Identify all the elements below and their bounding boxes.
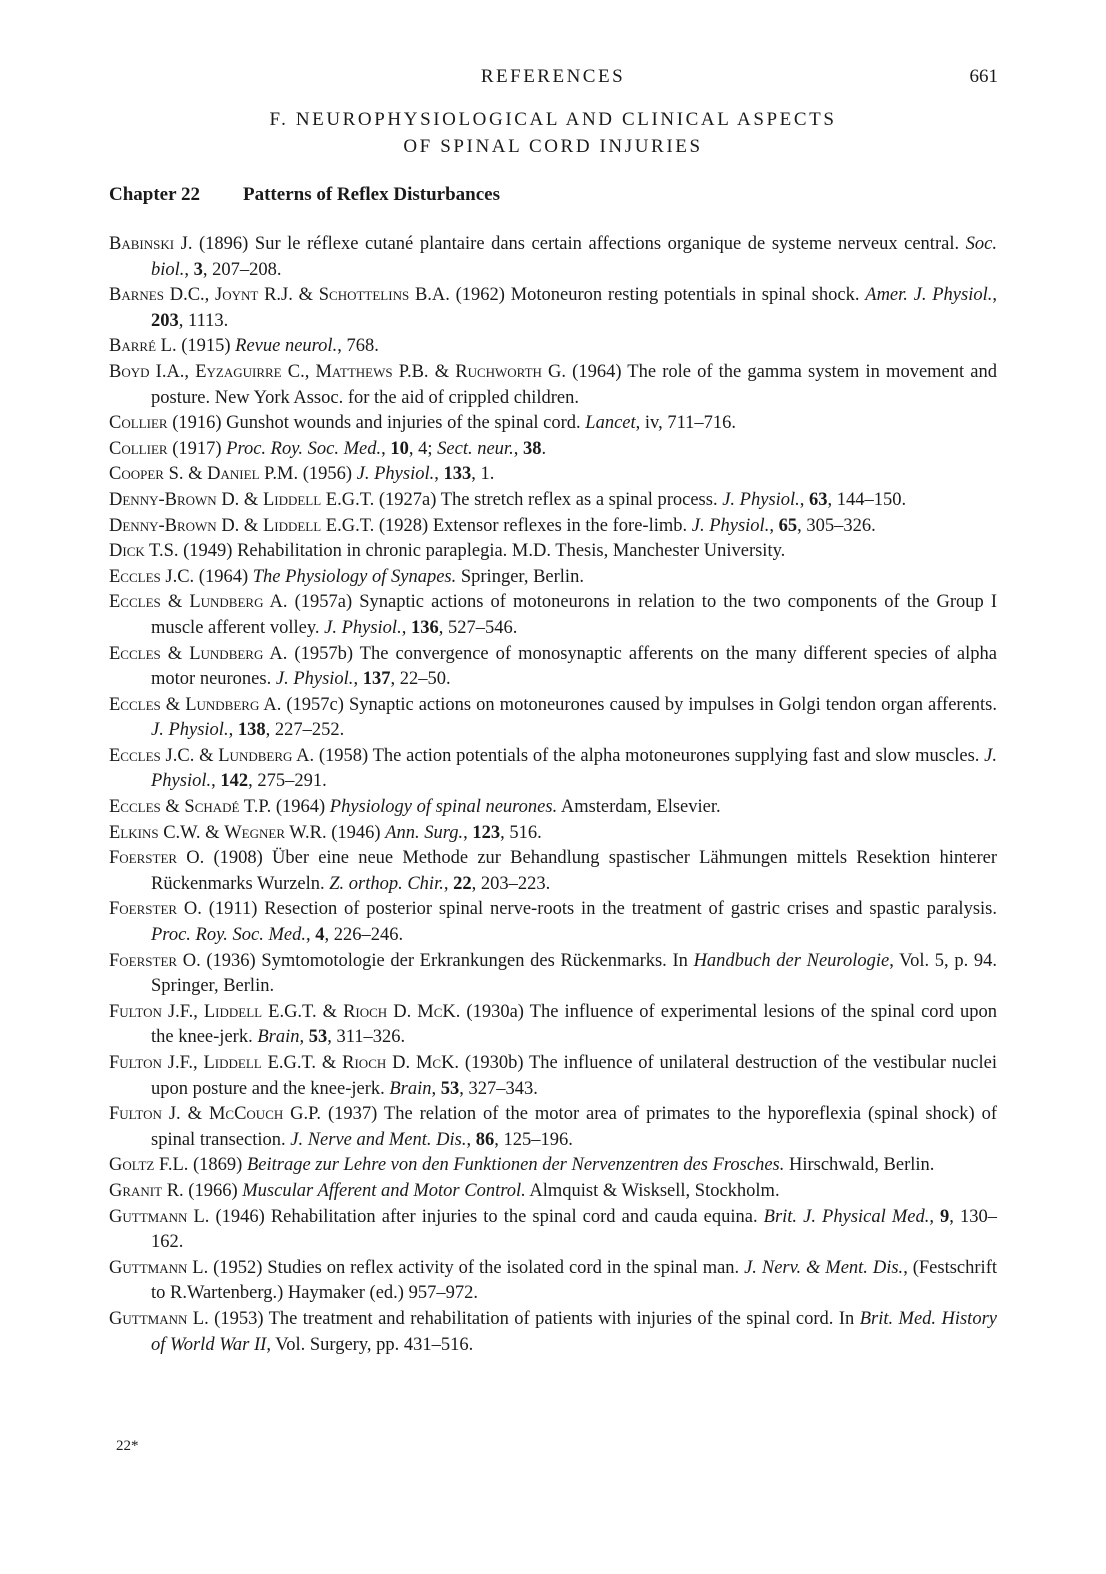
author-name: Rioch	[343, 1001, 388, 1022]
reference-entry	[109, 1000, 997, 1051]
author-name: Eccles	[109, 592, 161, 613]
page-number: 661	[969, 66, 998, 87]
reference-text: D. &	[216, 515, 263, 536]
reference-text: P.B. &	[392, 361, 456, 382]
italic-text: J. Physiol.	[722, 489, 800, 510]
reference-text: ,	[381, 438, 391, 459]
volume-number: 22	[453, 873, 472, 894]
reference-text: J. (1896) Sur le réflexe cutané plantaire dans certain affections organique de systeme nerveux central.	[174, 234, 966, 254]
reference-text: , 1113.	[178, 310, 229, 331]
italic-text: Soc. biol.	[151, 234, 997, 280]
volume-number: 38	[522, 438, 542, 459]
reference-entry	[109, 1307, 997, 1358]
chapter-heading	[109, 184, 500, 206]
reference-text: (1916) Gunshot wounds and injuries of the spinal cord.	[167, 413, 586, 434]
author-name: Granit	[109, 1180, 163, 1201]
author-name: Liddell	[262, 515, 322, 536]
reference-text: E.G.T. (1928) Extensor reflexes in the fore-limb.	[321, 515, 692, 536]
running-title: REFERENCES	[480, 66, 626, 87]
author-name: Goltz	[109, 1155, 155, 1176]
author-name: Barré	[109, 336, 157, 357]
author-name: McK.	[415, 1053, 460, 1073]
volume-number: 65	[778, 515, 798, 536]
italic-text: J. Physiol.	[691, 515, 770, 536]
reference-text: , 275–291.	[248, 771, 327, 792]
reference-text: Amsterdam, Elsevier.	[557, 797, 721, 818]
reference-entry	[109, 437, 997, 463]
reference-text: T.S. (1949) Rehabilitation in chronic paraplegia. M.D. Thesis, Manchester University.	[144, 541, 786, 562]
volume-number: 123	[472, 822, 501, 843]
reference-text: W.R. (1946)	[285, 822, 386, 843]
reference-entry	[109, 565, 997, 591]
reference-entry	[109, 360, 997, 411]
reference-text: G. (1964) The role of the gamma system in movement and posture. New York Assoc. for the aid of crippled children.	[151, 361, 997, 408]
reference-text: O. (1936) Symtomotologie der Erkrankungen des Rückenmarks. In	[177, 950, 694, 971]
italic-text: Brain	[389, 1078, 432, 1099]
italic-text: J. Nerve and Ment. Dis.	[290, 1129, 467, 1150]
italic-text: Beitrage zur Lehre von den Funktionen der Nervenzentren des Frosches.	[246, 1155, 785, 1176]
reference-entry	[109, 1256, 997, 1307]
reference-text: , 1.	[471, 464, 495, 485]
author-name: Daniel	[207, 464, 260, 485]
volume-number: 133	[443, 464, 472, 485]
reference-text: L. (1953) The treatment and rehabilitation of patients with injuries of the spinal cord. In	[187, 1308, 860, 1329]
reference-text: , 4;	[408, 438, 438, 459]
reference-text: &	[160, 643, 190, 664]
reference-entry	[109, 283, 997, 334]
italic-text: Brit. J. Physical Med.	[763, 1206, 930, 1227]
reference-text: E.G.T. &	[262, 1001, 344, 1022]
reference-text: (1917)	[167, 438, 227, 459]
reference-text: R.J. &	[258, 285, 319, 306]
italic-text: Proc. Roy. Soc. Med.	[151, 925, 306, 946]
reference-text: C.,	[281, 361, 316, 382]
reference-text: J.C. &	[160, 745, 219, 766]
reference-entry	[109, 1051, 997, 1102]
reference-text: C.W. &	[158, 822, 225, 843]
reference-entry	[109, 1153, 997, 1179]
chapter-number: Chapter 22	[109, 184, 200, 205]
reference-text: J. &	[161, 1104, 209, 1125]
author-name: Collier	[109, 438, 168, 459]
reference-text: , iv, 711–716.	[635, 413, 737, 434]
author-name: Lundberg	[189, 592, 264, 613]
author-name: Eyzaguirre	[195, 361, 282, 382]
part-title-line-2: OF SPINAL CORD INJURIES	[403, 136, 703, 157]
italic-text: The Physiology of Synapes.	[252, 566, 457, 587]
reference-text: ,	[443, 873, 454, 894]
reference-text: , 305–326.	[797, 515, 876, 536]
reference-text: J.C. (1964)	[160, 566, 253, 587]
volume-number: 63	[809, 489, 828, 510]
reference-text: E.G.T. &	[261, 1053, 343, 1073]
reference-text: &	[160, 592, 190, 613]
italic-text: J. Nerv. & Ment. Dis.	[744, 1257, 904, 1278]
reference-text: E.G.T. (1927a) The stretch reflex as a spinal process.	[321, 489, 723, 510]
author-name: Collier	[109, 413, 168, 434]
reference-entry	[109, 411, 997, 437]
italic-text: Revue neurol.	[235, 336, 338, 357]
reference-text: Hirschwald, Berlin.	[784, 1155, 935, 1176]
reference-text: , 227–252.	[265, 720, 345, 741]
reference-text: ,	[184, 259, 194, 280]
reference-text: ,	[299, 1027, 309, 1048]
reference-text: , Vol. 5, p. 94. Springer, Berlin.	[151, 950, 998, 997]
reference-text: D.	[387, 1001, 418, 1022]
volume-number: 86	[475, 1129, 495, 1150]
reference-text: , 125–196.	[494, 1129, 573, 1150]
volume-number: 142	[220, 771, 249, 792]
reference-text: , 144–150.	[827, 489, 907, 510]
italic-text: Sect. neur.	[437, 438, 514, 459]
author-name: Elkins	[109, 822, 159, 843]
reference-text: A. (1957a) Synaptic actions of motoneurons in relation to the two components of the Group I muscle afferent volley.	[151, 592, 998, 638]
italic-text: Physiology of spinal neurones.	[329, 797, 558, 818]
italic-text: Muscular Afferent and Motor Control.	[242, 1180, 526, 1201]
author-name: Fulton	[109, 1053, 162, 1073]
volume-number: 53	[308, 1027, 328, 1048]
reference-text: A. (1958) The action potentials of the alpha motoneurones supplying fast and slow muscles.	[292, 745, 985, 766]
author-name: Liddell	[203, 1001, 263, 1022]
reference-text: L. (1915)	[156, 336, 236, 357]
reference-entry	[109, 897, 997, 948]
reference-text: P.M. (1956)	[259, 464, 357, 485]
reference-text: ,	[466, 1129, 476, 1150]
author-name: Lundberg	[185, 694, 260, 715]
reference-text: , 226–246.	[324, 925, 404, 946]
author-name: Rioch	[342, 1053, 387, 1073]
author-name: Foerster	[109, 848, 178, 869]
author-name: Denny-Brown	[109, 515, 217, 536]
reference-text: ,	[305, 925, 316, 946]
reference-text: ,	[513, 438, 523, 459]
reference-text: I.A.,	[149, 361, 196, 382]
reference-text: J.F.,	[161, 1001, 204, 1022]
author-name: Lundberg	[218, 745, 293, 766]
reference-text: (1930a) The influence of experimental lesions of the spinal cord upon the knee-jerk.	[151, 1001, 997, 1048]
author-name: Guttmann	[109, 1257, 188, 1278]
signature-mark: 22*	[116, 1438, 139, 1454]
reference-text: G.P. (1937) The relation of the motor area of primates to the hyporeflexia (spinal shock) of spinal transection.	[151, 1104, 997, 1150]
reference-text: , 207–208.	[202, 259, 282, 280]
volume-number: 3	[193, 259, 203, 280]
volume-number: 137	[362, 669, 391, 690]
reference-text: ,	[799, 489, 810, 510]
reference-text: S. &	[163, 464, 208, 485]
italic-text: J. Physiol.	[151, 745, 998, 792]
volume-number: 9	[940, 1206, 950, 1227]
reference-entry	[109, 821, 997, 847]
reference-text: D. &	[216, 489, 263, 510]
author-name: Eccles	[109, 745, 161, 766]
author-name: Liddell	[262, 489, 322, 510]
author-name: Cooper	[109, 464, 164, 485]
volume-number: 10	[390, 438, 409, 459]
reference-text: , 768.	[337, 336, 379, 357]
italic-text: J. Physiol.	[324, 617, 402, 638]
author-name: Joynt	[215, 285, 259, 306]
reference-text: , Vol. Surgery, pp. 431–516.	[266, 1334, 474, 1355]
author-name: Eccles	[109, 566, 161, 587]
reference-text: , 130–162.	[151, 1206, 997, 1253]
reference-text: , 203–223.	[471, 873, 551, 894]
author-name: Guttmann	[109, 1206, 188, 1227]
author-name: McK.	[417, 1001, 461, 1022]
italic-text: J. Physiol.	[275, 669, 354, 690]
author-name: Guttmann	[109, 1308, 188, 1329]
reference-text: ,	[769, 515, 779, 536]
italic-text: Lancet	[585, 413, 636, 434]
chapter-title: Patterns of Reflex Disturbances	[243, 184, 500, 205]
italic-text: Z. orthop. Chir.	[329, 873, 444, 894]
reference-text: T.P. (1964)	[239, 797, 330, 818]
reference-entry	[109, 642, 997, 693]
italic-text: Amer. J. Physiol.	[865, 285, 993, 306]
reference-entry	[109, 590, 997, 641]
author-name: Barnes	[109, 285, 164, 306]
italic-text: Brit. Med. History of World War II	[151, 1308, 997, 1355]
author-name: Fulton	[109, 1001, 162, 1022]
volume-number: 138	[237, 720, 266, 741]
reference-entry	[109, 949, 997, 1000]
reference-entry	[109, 488, 997, 514]
italic-text: Ann. Surg.	[385, 822, 464, 843]
reference-text: B.A. (1962) Motoneuron resting potentials in spinal shock.	[409, 285, 866, 306]
author-name: Denny-Brown	[109, 489, 217, 510]
reference-text: D.	[386, 1053, 416, 1073]
reference-text: O. (1911) Resection of posterior spinal nerve-roots in the treatment of gastric crises and spastic paralysis.	[177, 899, 997, 920]
reference-entry	[109, 846, 997, 897]
author-name: Eccles	[109, 694, 161, 715]
part-title-line-1: F. NEUROPHYSIOLOGICAL AND CLINICAL ASPECTS	[269, 109, 837, 130]
reference-text: Almquist & Wisksell, Stockholm.	[525, 1180, 780, 1201]
reference-text: J.F.,	[161, 1053, 204, 1073]
reference-text: &	[160, 797, 185, 818]
reference-entry	[109, 539, 997, 565]
reference-entry	[109, 514, 997, 540]
volume-number: 136	[410, 617, 439, 638]
author-name: Ruchworth	[455, 361, 542, 382]
author-name: Liddell	[203, 1053, 262, 1073]
reference-text: L. (1952) Studies on reflex activity of the isolated cord in the spinal man.	[187, 1257, 745, 1278]
reference-text: ,	[228, 720, 238, 741]
reference-text: , 311–326.	[327, 1027, 406, 1048]
reference-text: ,	[353, 669, 363, 690]
reference-text: ,	[992, 285, 997, 306]
reference-entry	[109, 795, 997, 821]
author-name: Wegner	[224, 822, 285, 843]
reference-entry	[109, 462, 997, 488]
reference-text: &	[160, 694, 186, 715]
author-name: McCouch	[208, 1104, 284, 1125]
volume-number: 203	[151, 310, 179, 331]
italic-text: J. Physiol.	[356, 464, 435, 485]
author-name: Fulton	[109, 1104, 162, 1125]
author-name: Schadé	[184, 797, 240, 818]
author-name: Matthews	[315, 361, 393, 382]
reference-text: R. (1966)	[162, 1180, 243, 1201]
reference-text: , 327–343.	[459, 1078, 538, 1099]
reference-list	[109, 232, 997, 1358]
reference-entry	[109, 744, 997, 795]
reference-text: D.C.,	[163, 285, 216, 306]
reference-text: ,	[463, 822, 473, 843]
running-head	[0, 66, 1106, 92]
reference-text: ,	[431, 1078, 441, 1099]
reference-text: , (Festschrift to R.Wartenberg.) Haymaker (ed.) 957–972.	[151, 1257, 997, 1304]
reference-text: .	[541, 438, 547, 459]
reference-entry	[109, 232, 997, 283]
author-name: Lundberg	[189, 643, 264, 664]
author-name: Foerster	[109, 899, 178, 920]
reference-text: , 516.	[500, 822, 542, 843]
volume-number: 4	[315, 925, 325, 946]
reference-text: A. (1957c) Synaptic actions on motoneurones caused by impulses in Golgi tendon organ afferents.	[259, 694, 997, 715]
author-name: Foerster	[109, 950, 178, 971]
reference-entry	[109, 1205, 997, 1256]
reference-entry	[109, 334, 997, 360]
part-title	[0, 106, 1106, 160]
reference-text: ,	[929, 1206, 941, 1227]
reference-entry	[109, 1179, 997, 1205]
italic-text: J. Physiol.	[151, 720, 229, 741]
reference-entry	[109, 693, 997, 744]
author-name: Dick	[109, 541, 145, 562]
volume-number: 53	[440, 1078, 460, 1099]
italic-text: Handbuch der Neurologie	[693, 950, 890, 971]
author-name: Eccles	[109, 643, 161, 664]
italic-text: Brain	[257, 1027, 300, 1048]
reference-text: A. (1957b) The convergence of monosynaptic afferents on the many different species of alpha motor neurones.	[151, 643, 997, 690]
reference-text: O. (1908) Über eine neue Methode zur Behandlung spastischer Lähmungen mittels Resektion hinterer Rückenmarks Wurzeln.	[151, 848, 997, 894]
reference-text: F.L. (1869)	[154, 1155, 247, 1176]
reference-text: L. (1946) Rehabilitation after injuries to the spinal cord and cauda equina.	[187, 1206, 764, 1227]
reference-entry	[109, 1102, 997, 1153]
author-name: Babinski	[109, 234, 175, 254]
reference-text: , 22–50.	[390, 669, 451, 690]
reference-text: ,	[401, 617, 411, 638]
italic-text: Proc. Roy. Soc. Med.	[226, 438, 382, 459]
author-name: Schottelins	[318, 285, 410, 306]
reference-text: ,	[211, 771, 221, 792]
reference-text: Springer, Berlin.	[456, 566, 584, 587]
reference-text: ,	[434, 464, 444, 485]
reference-text: (1930b) The influence of unilateral destruction of the vestibular nuclei upon posture and the knee-jerk.	[151, 1053, 997, 1099]
author-name: Eccles	[109, 797, 161, 818]
author-name: Boyd	[109, 361, 150, 382]
reference-text: , 527–546.	[438, 617, 518, 638]
